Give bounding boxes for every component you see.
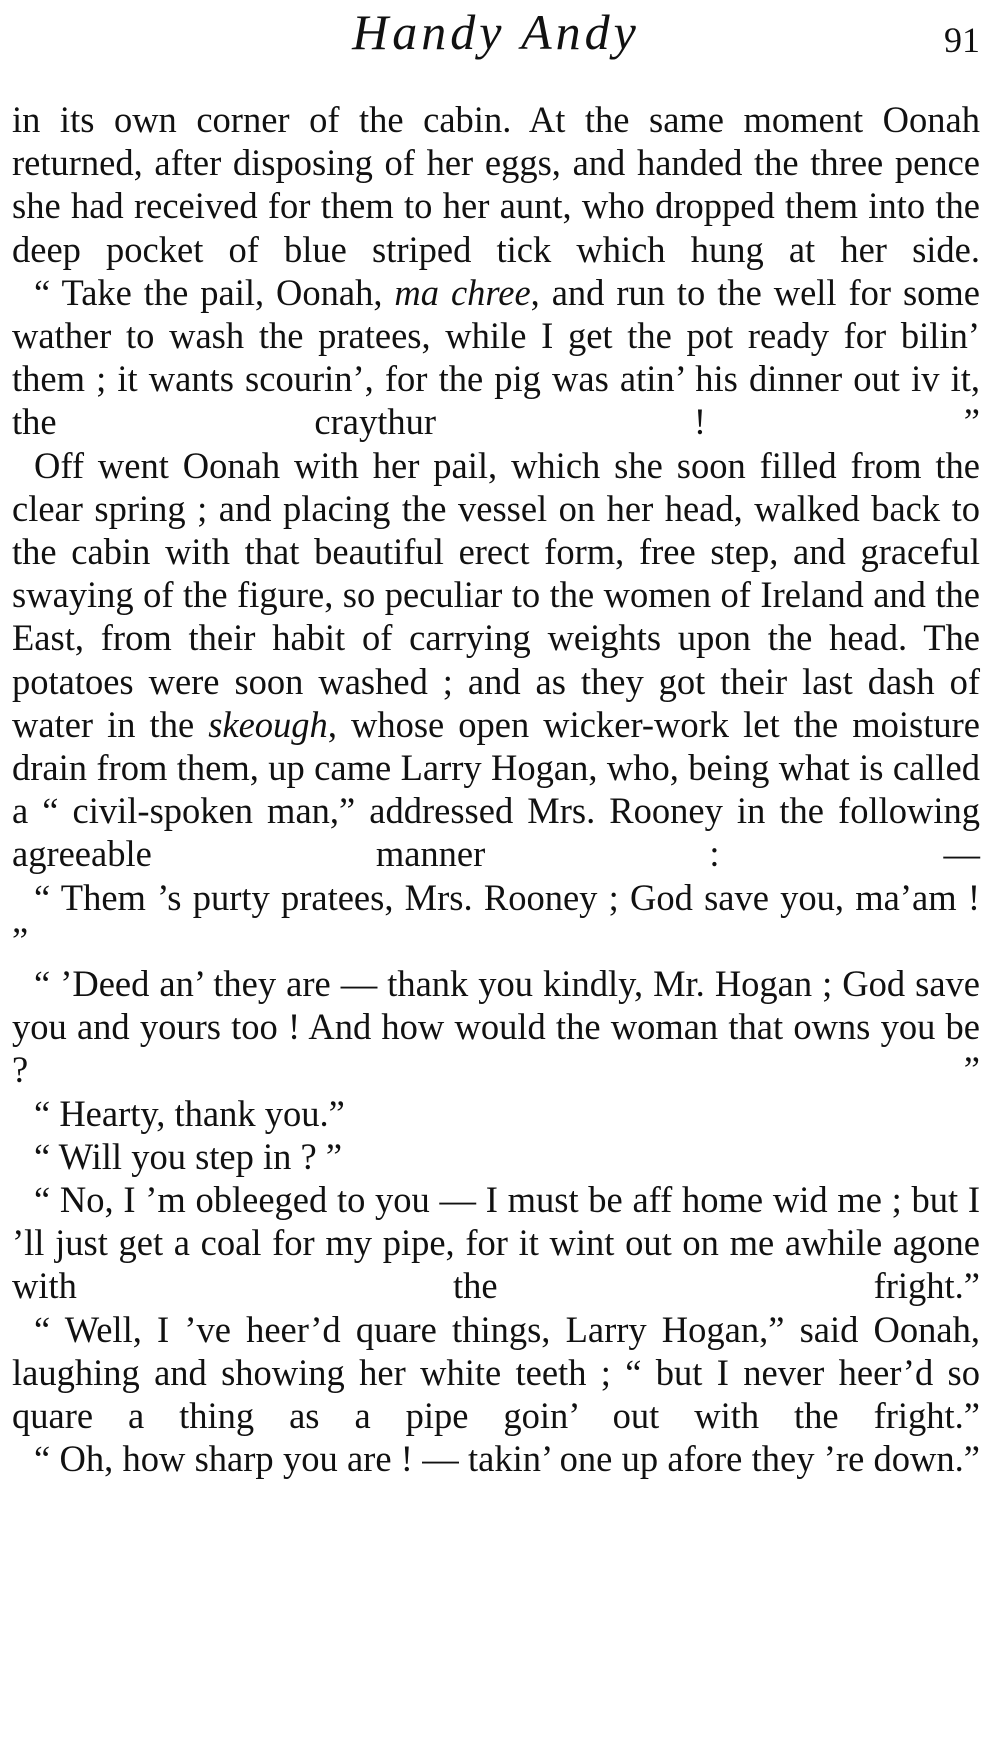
text-run: “ No, I ’m obleeged to you — I must be aff home wid me ; but I ’ll just get a coal for my pipe, for it wint out on me awhile agone with the fright.” bbox=[12, 1179, 980, 1307]
body-text bbox=[12, 98, 980, 1481]
text-run: “ Will you step in ? ” bbox=[34, 1135, 343, 1177]
running-title: Handy Andy bbox=[352, 4, 640, 60]
text-run: Off went Oonah with her pail, which she soon filled from the clear spring ; and placing the vessel on her head, walked back to the cabin with that beautiful erect form, free step, and graceful swaying of the figure, so peculiar to the women of Ireland and the East, from their habit of carrying weights upon the head. The potatoes were soon washed ; and as they got their last dash of water in the bbox=[12, 444, 980, 745]
text-run: “ Them ’s purty pratees, Mrs. Rooney ; God save you, ma’am ! ” bbox=[12, 876, 980, 961]
text-run: , and run to the well for some wather to wash the pratees, while I get the pot ready for bilin’ them ; it wants scourin’, for the pig was atin’ his dinner out iv it, the craythur ! ” bbox=[12, 271, 980, 443]
running-header bbox=[12, 0, 980, 70]
italic-phrase: ma chree bbox=[394, 271, 531, 313]
page-number: 91 bbox=[944, 20, 980, 60]
paragraph bbox=[12, 271, 980, 444]
text-run: , whose open wicker-work let the moisture drain from them, up came Larry Hogan, who, being what is called a “ civil-spoken man,” addressed Mrs. Rooney in the following agreeable manner : — bbox=[12, 703, 981, 875]
text-run: “ ’Deed an’ they are — thank you kindly, Mr. Hogan ; God save you and yours too ! And how would the woman that owns you be ? ” bbox=[12, 963, 980, 1091]
paragraph bbox=[12, 444, 980, 876]
text-run: “ Take the pail, Oonah, bbox=[34, 271, 395, 313]
text-run: “ Hearty, thank you.” bbox=[34, 1092, 345, 1134]
paragraph bbox=[12, 1178, 980, 1308]
text-run: “ Well, I ’ve heer’d quare things, Larry Hogan,” said Oonah, laughing and showing her white teeth ; “ but I never heer’d so quare a thing as a pipe goin’ out with the fright.” bbox=[12, 1308, 980, 1437]
text-run: “ Oh, how sharp you are ! — takin’ one up afore they ’re down.” bbox=[34, 1438, 980, 1480]
paragraph bbox=[12, 1308, 980, 1438]
text-run: in its own corner of the cabin. At the same moment Oonah returned, after disposing of her eggs, and handed the three pence she had received for them to her aunt, who dropped them into the deep pocket of blue striped tick which hung at her side. bbox=[12, 99, 980, 270]
paragraph bbox=[12, 1092, 980, 1135]
italic-phrase: skeough bbox=[208, 703, 328, 745]
paragraph bbox=[12, 876, 980, 962]
paragraph bbox=[12, 962, 980, 1092]
paragraph bbox=[12, 1135, 980, 1178]
paragraph bbox=[12, 1437, 980, 1480]
paragraph bbox=[12, 98, 980, 271]
